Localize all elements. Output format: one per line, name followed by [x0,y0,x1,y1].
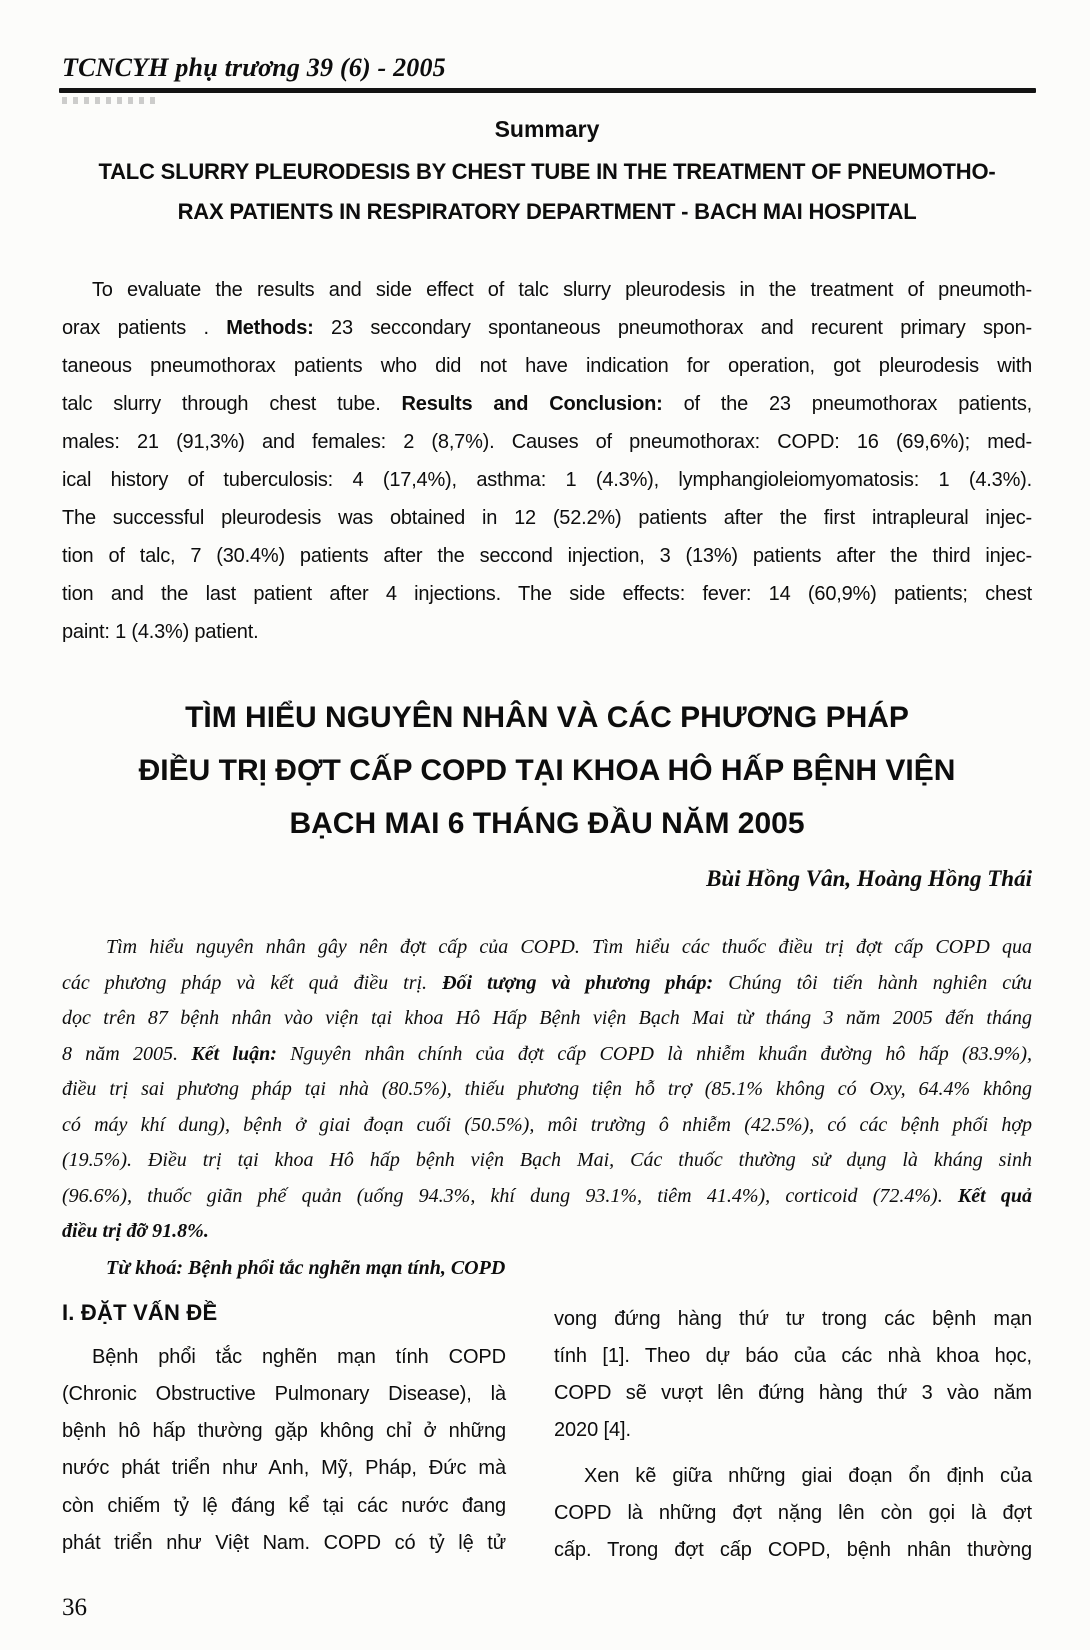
body-text-line: Xen kẽ giữa những giai đoạn ổn định của [584,1464,1032,1487]
vietnamese-abstract-line: dọc trên 87 bệnh nhân vào viện tại khoa Hô Hấp Bệnh viện Bạch Mai từ tháng 3 năm 2005 đến tháng [62,1007,1032,1029]
body-left-column [62,1295,506,1570]
vietnamese-abstract-line: điều trị đỡ 91.8%. [62,1220,209,1242]
english-title-line: TALC SLURRY PLEURODESIS BY CHEST TUBE IN THE TREATMENT OF PNEUMOTHO- [98,159,996,184]
english-abstract-line: taneous pneumothorax patients who did not have indication for operation, got pleurodesis with [62,355,1032,377]
vietnamese-title-line: BẠCH MAI 6 THÁNG ĐẦU NĂM 2005 [289,807,805,840]
vietnamese-title-line: TÌM HIỂU NGUYÊN NHÂN VÀ CÁC PHƯƠNG PHÁP [185,701,909,734]
english-abstract-line: tion of talc, 7 (30.4%) patients after the seccond injection, 3 (13%) patients after the third injec- [62,545,1032,567]
english-abstract [62,271,1032,651]
authors-line: Bùi Hồng Vân, Hoàng Hồng Thái [706,866,1032,891]
vietnamese-article-title [62,691,1032,850]
scan-smudge-artifact [62,97,158,104]
english-abstract-line: paint: 1 (4.3%) patient. [62,621,259,643]
body-text-line: cấp. Trong đợt cấp COPD, bệnh nhân thường [554,1539,1032,1562]
keywords-text: Từ khoá: Bệnh phổi tắc nghẽn mạn tính, COPD [106,1256,506,1279]
right-column-paragraph-1 [554,1301,1032,1450]
body-text-line: tính [1]. Theo dự báo của các nhà khoa học, [554,1344,1032,1367]
body-text-line: vong đứng hàng thứ tư trong các bệnh mạn [554,1307,1032,1330]
body-text-line: COPD là những đợt nặng lên còn gọi là đợt [554,1501,1032,1524]
english-summary-section [62,116,1032,651]
vietnamese-abstract-line: điều trị sai phương pháp tại nhà (80.5%), thiếu phương tiện hỗ trợ (85.1% không có Oxy, 64.4% không [62,1078,1032,1100]
english-abstract-line: tion and the last patient after 4 injections. The side effects: fever: 14 (60,9%) patients; chest [62,583,1032,605]
vietnamese-abstract-line: (19.5%). Điều trị tại khoa Hô hấp bệnh viện Bạch Mai, Các thuốc thường sử dụng là kháng sinh [62,1149,1032,1171]
english-abstract-line: orax patients . Methods: 23 seccondary spontaneous pneumothorax and recurent primary spon- [62,317,1032,339]
english-article-title [62,152,1032,232]
english-abstract-line: The successful pleurodesis was obtained in 12 (52.2%) patients after the first intrapleural injec- [62,507,1032,529]
english-abstract-line: To evaluate the results and side effect of talc slurry pleurodesis in the treatment of pneumoth- [92,279,1032,301]
left-column-paragraph [62,1339,506,1563]
body-text-line: còn chiếm tỷ lệ đáng kể tại các nước đang [62,1494,506,1517]
body-right-column [554,1295,1032,1570]
body-text-line: (Chronic Obstructive Pulmonary Disease), là [62,1382,506,1405]
english-abstract-line: talc slurry through chest tube. Results and Conclusion: of the 23 pneumothorax patients, [62,393,1032,415]
english-abstract-line: ical history of tuberculosis: 4 (17,4%), asthma: 1 (4.3%), lymphangioleiomyomatosis: 1 (4.3%). [62,469,1032,491]
vietnamese-abstract [62,930,1032,1250]
keywords-line [62,1250,1032,1287]
body-text-line: 2020 [4]. [554,1419,631,1442]
vietnamese-abstract-line: các phương pháp và kết quả điều trị. Đối tượng và phương pháp: Chúng tôi tiến hành nghiên cứu [62,971,1033,994]
vietnamese-abstract-line: có máy khí dung), bệnh ở giai đoạn cuối (50.5%), môi trường ô nhiễm (42.5%), có các bệnh phối hợp [62,1113,1032,1136]
vietnamese-article-head [62,691,1032,1287]
vietnamese-abstract-line: Tìm hiểu nguyên nhân gây nên đợt cấp của COPD. Tìm hiểu các thuốc điều trị đợt cấp COPD qua [106,936,1032,958]
vietnamese-title-line: ĐIỀU TRỊ ĐỢT CẤP COPD TẠI KHOA HÔ HẤP BỆNH VIỆN [138,754,956,787]
body-text-line: nước phát triển như Anh, Mỹ, Pháp, Đức mà [62,1457,506,1480]
body-text-line: bệnh hô hấp thường gặp không chỉ ở những [62,1420,506,1443]
header-rule [59,88,1036,93]
journal-issue-title: TCNCYH phụ trương 39 (6) - 2005 [62,53,446,82]
english-abstract-line: males: 21 (91,3%) and females: 2 (8,7%). Causes of pneumothorax: COPD: 16 (69,6%); med- [62,431,1032,453]
vietnamese-abstract-line: (96.6%), thuốc giãn phế quản (uống 94.3%, khí dung 93.1%, tiêm 41.4%), corticoid (72.4%). Kết quả [62,1184,1032,1207]
section-heading-dat-van-de: I. ĐẶT VẤN ĐỀ [62,1299,218,1325]
english-title-line: RAX PATIENTS IN RESPIRATORY DEPARTMENT - BACH MAI HOSPITAL [177,199,917,224]
vietnamese-abstract-line: 8 năm 2005. Kết luận: Nguyên nhân chính của đợt cấp COPD là nhiễm khuẩn đường hô hấp (83.9%), [62,1042,1032,1065]
summary-heading: Summary [494,116,600,142]
page-number: 36 [62,1594,87,1621]
body-text-line: phát triển như Việt Nam. COPD có tỷ lệ tử [62,1531,506,1554]
body-text-line: Bệnh phổi tắc nghẽn mạn tính COPD [92,1345,506,1368]
article-body [62,1295,1032,1570]
body-text-line: COPD sẽ vượt lên đứng hàng thứ 3 vào năm [554,1382,1032,1405]
page-header [62,0,1032,93]
right-column-paragraph-2 [554,1458,1032,1570]
